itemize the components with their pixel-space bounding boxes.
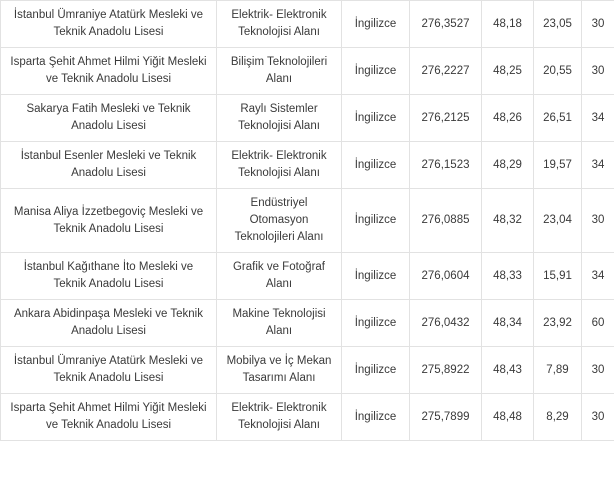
cell-quota: 34 xyxy=(582,253,614,300)
cell-rank: 19,57 xyxy=(534,142,582,189)
cell-field: Mobilya ve İç Mekan Tasarımı Alanı xyxy=(217,347,342,394)
cell-field: Grafik ve Fotoğraf Alanı xyxy=(217,253,342,300)
table-row xyxy=(1,253,614,300)
table-row xyxy=(1,142,614,189)
cell-rank: 23,04 xyxy=(534,189,582,253)
table-row xyxy=(1,95,614,142)
cell-field: Makine Teknolojisi Alanı xyxy=(217,300,342,347)
cell-score: 276,0604 xyxy=(410,253,482,300)
cell-score: 276,0432 xyxy=(410,300,482,347)
cell-school: İstanbul Ümraniye Atatürk Mesleki ve Teknik Anadolu Lisesi xyxy=(1,347,217,394)
cell-percent: 48,26 xyxy=(482,95,534,142)
cell-field: Elektrik- Elektronik Teknolojisi Alanı xyxy=(217,394,342,441)
cell-language: İngilizce xyxy=(342,189,410,253)
cell-language: İngilizce xyxy=(342,1,410,48)
cell-quota: 30 xyxy=(582,394,614,441)
cell-field: Bilişim Teknolojileri Alanı xyxy=(217,48,342,95)
cell-percent: 48,29 xyxy=(482,142,534,189)
cell-quota: 34 xyxy=(582,142,614,189)
cell-language: İngilizce xyxy=(342,142,410,189)
cell-language: İngilizce xyxy=(342,48,410,95)
cell-quota: 30 xyxy=(582,347,614,394)
cell-rank: 7,89 xyxy=(534,347,582,394)
cell-score: 276,0885 xyxy=(410,189,482,253)
cell-rank: 26,51 xyxy=(534,95,582,142)
cell-school: Sakarya Fatih Mesleki ve Teknik Anadolu Lisesi xyxy=(1,95,217,142)
cell-school: Manisa Aliya İzzetbegoviç Mesleki ve Teknik Anadolu Lisesi xyxy=(1,189,217,253)
cell-percent: 48,18 xyxy=(482,1,534,48)
cell-school: Ankara Abidinpaşa Mesleki ve Teknik Anadolu Lisesi xyxy=(1,300,217,347)
cell-field: Endüstriyel Otomasyon Teknolojileri Alanı xyxy=(217,189,342,253)
cell-rank: 8,29 xyxy=(534,394,582,441)
table-row xyxy=(1,347,614,394)
cell-percent: 48,25 xyxy=(482,48,534,95)
cell-field: Raylı Sistemler Teknolojisi Alanı xyxy=(217,95,342,142)
cell-percent: 48,43 xyxy=(482,347,534,394)
cell-rank: 20,55 xyxy=(534,48,582,95)
cell-field: Elektrik- Elektronik Teknolojisi Alanı xyxy=(217,142,342,189)
cell-language: İngilizce xyxy=(342,300,410,347)
cell-score: 276,1523 xyxy=(410,142,482,189)
cell-score: 276,2227 xyxy=(410,48,482,95)
cell-language: İngilizce xyxy=(342,394,410,441)
cell-school: İstanbul Kağıthane İto Mesleki ve Teknik Anadolu Lisesi xyxy=(1,253,217,300)
cell-school: İstanbul Esenler Mesleki ve Teknik Anadolu Lisesi xyxy=(1,142,217,189)
cell-quota: 60 xyxy=(582,300,614,347)
cell-language: İngilizce xyxy=(342,347,410,394)
cell-quota: 30 xyxy=(582,1,614,48)
cell-percent: 48,34 xyxy=(482,300,534,347)
cell-score: 275,8922 xyxy=(410,347,482,394)
cell-quota: 30 xyxy=(582,48,614,95)
cell-percent: 48,48 xyxy=(482,394,534,441)
cell-school: İstanbul Ümraniye Atatürk Mesleki ve Teknik Anadolu Lisesi xyxy=(1,1,217,48)
table-body xyxy=(1,1,614,441)
table-row xyxy=(1,1,614,48)
cell-score: 275,7899 xyxy=(410,394,482,441)
cell-language: İngilizce xyxy=(342,253,410,300)
table-row xyxy=(1,394,614,441)
cell-percent: 48,33 xyxy=(482,253,534,300)
cell-score: 276,2125 xyxy=(410,95,482,142)
cell-quota: 30 xyxy=(582,189,614,253)
cell-school: Isparta Şehit Ahmet Hilmi Yiğit Mesleki ve Teknik Anadolu Lisesi xyxy=(1,48,217,95)
cell-percent: 48,32 xyxy=(482,189,534,253)
cell-rank: 23,92 xyxy=(534,300,582,347)
cell-rank: 23,05 xyxy=(534,1,582,48)
cell-score: 276,3527 xyxy=(410,1,482,48)
cell-language: İngilizce xyxy=(342,95,410,142)
table-row xyxy=(1,300,614,347)
cell-quota: 34 xyxy=(582,95,614,142)
table-row xyxy=(1,48,614,95)
table-row xyxy=(1,189,614,253)
cell-field: Elektrik- Elektronik Teknolojisi Alanı xyxy=(217,1,342,48)
cell-rank: 15,91 xyxy=(534,253,582,300)
cell-school: Isparta Şehit Ahmet Hilmi Yiğit Mesleki ve Teknik Anadolu Lisesi xyxy=(1,394,217,441)
